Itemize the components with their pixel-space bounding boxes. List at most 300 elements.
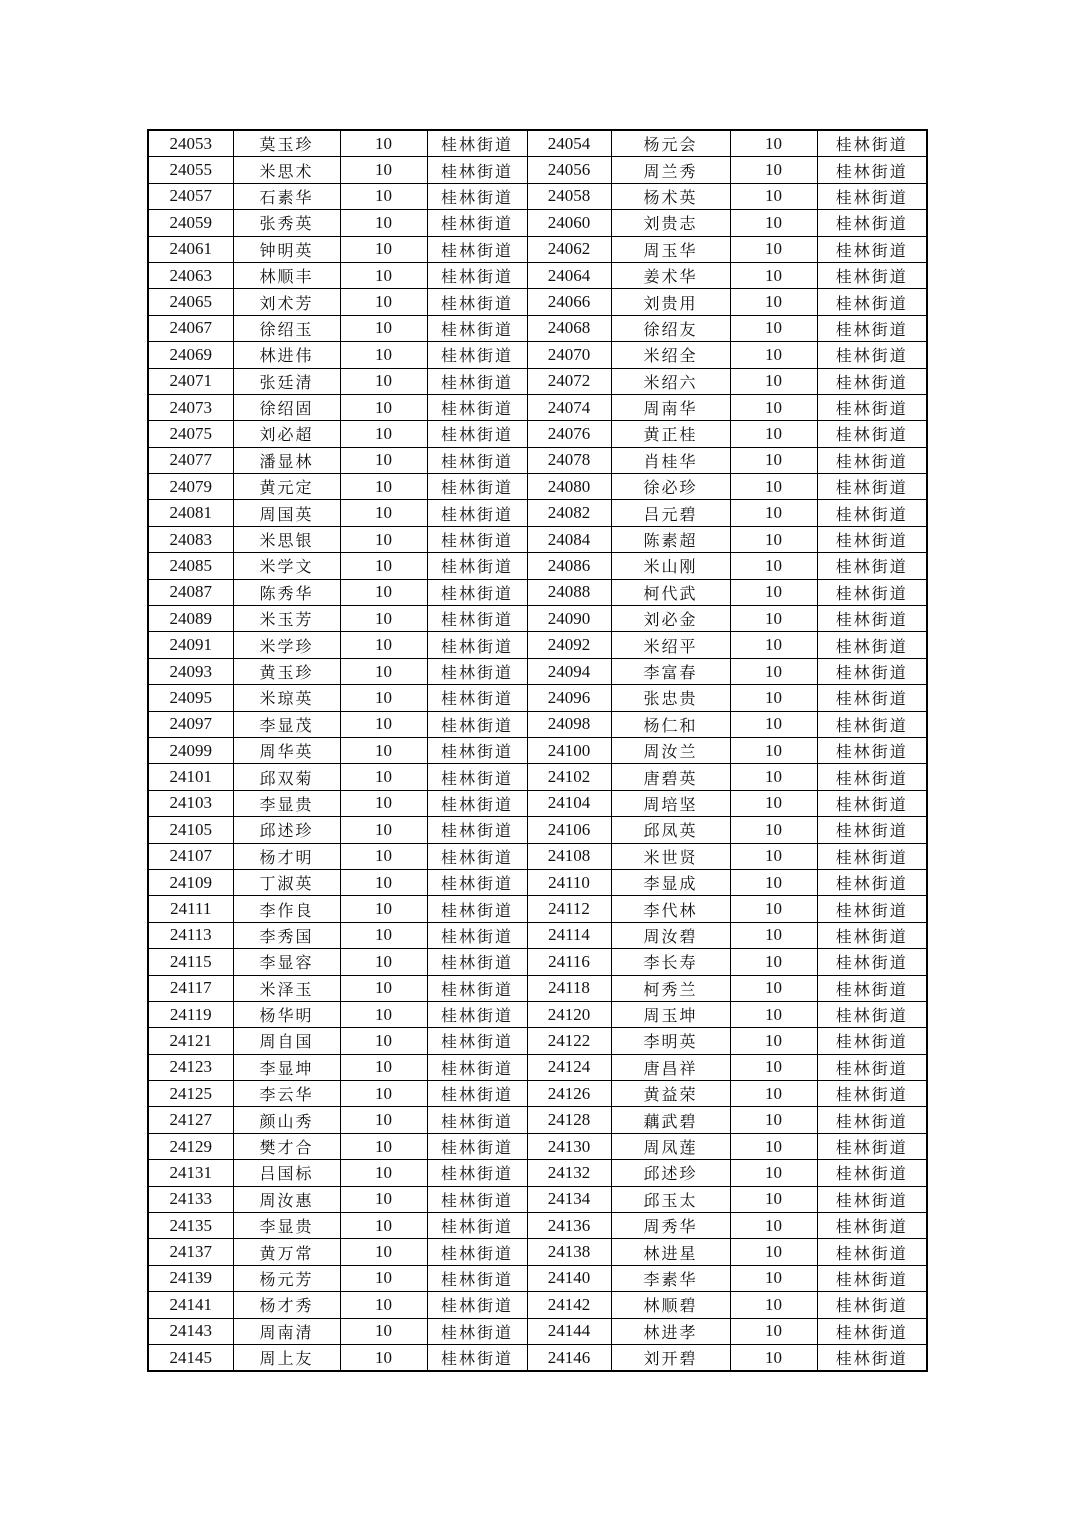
person-name-right: 刘贵用 [611,289,730,315]
street-right: 桂林街道 [817,579,927,605]
record-id-left: 24129 [148,1133,233,1159]
table-row [148,210,927,236]
amount-left: 10 [340,447,427,473]
amount-left: 10 [340,1133,427,1159]
amount-left: 10 [340,711,427,737]
street-left: 桂林街道 [427,896,527,922]
person-name-left: 张廷清 [233,368,340,394]
street-right: 桂林街道 [817,1028,927,1054]
street-left: 桂林街道 [427,869,527,895]
street-left: 桂林街道 [427,632,527,658]
record-id-right: 24098 [527,711,611,737]
street-right: 桂林街道 [817,1318,927,1344]
amount-left: 10 [340,183,427,209]
record-id-right: 24078 [527,447,611,473]
street-left: 桂林街道 [427,183,527,209]
street-left: 桂林街道 [427,579,527,605]
record-id-right: 24064 [527,262,611,288]
person-name-left: 杨华明 [233,1001,340,1027]
person-name-left: 刘必超 [233,421,340,447]
amount-right: 10 [730,922,817,948]
street-left: 桂林街道 [427,949,527,975]
record-id-right: 24126 [527,1081,611,1107]
table-body [148,130,927,1371]
street-left: 桂林街道 [427,289,527,315]
table-row [148,1028,927,1054]
table-row [148,949,927,975]
person-name-right: 周凤莲 [611,1133,730,1159]
amount-right: 10 [730,896,817,922]
record-id-right: 24086 [527,553,611,579]
amount-right: 10 [730,1001,817,1027]
table-row [148,1265,927,1291]
amount-right: 10 [730,262,817,288]
street-left: 桂林街道 [427,975,527,1001]
table-row [148,1107,927,1133]
amount-left: 10 [340,157,427,183]
street-left: 桂林街道 [427,394,527,420]
street-left: 桂林街道 [427,421,527,447]
record-id-right: 24066 [527,289,611,315]
amount-right: 10 [730,500,817,526]
person-name-right: 李代林 [611,896,730,922]
amount-right: 10 [730,157,817,183]
record-id-right: 24112 [527,896,611,922]
table-row [148,500,927,526]
person-name-left: 米思术 [233,157,340,183]
street-right: 桂林街道 [817,1239,927,1265]
street-left: 桂林街道 [427,1186,527,1212]
amount-left: 10 [340,526,427,552]
street-right: 桂林街道 [817,474,927,500]
person-name-left: 颜山秀 [233,1107,340,1133]
person-name-left: 陈秀华 [233,579,340,605]
record-id-left: 24057 [148,183,233,209]
person-name-right: 柯代武 [611,579,730,605]
street-left: 桂林街道 [427,790,527,816]
record-id-left: 24141 [148,1292,233,1318]
record-id-left: 24063 [148,262,233,288]
record-id-right: 24100 [527,737,611,763]
street-left: 桂林街道 [427,236,527,262]
person-name-left: 米琼英 [233,685,340,711]
table-row [148,447,927,473]
record-id-right: 24056 [527,157,611,183]
person-name-right: 陈素超 [611,526,730,552]
street-right: 桂林街道 [817,843,927,869]
record-id-right: 24142 [527,1292,611,1318]
person-name-left: 徐绍玉 [233,315,340,341]
amount-left: 10 [340,1344,427,1371]
person-name-right: 柯秀兰 [611,975,730,1001]
record-id-left: 24081 [148,500,233,526]
record-id-right: 24116 [527,949,611,975]
amount-right: 10 [730,737,817,763]
person-name-right: 姜术华 [611,262,730,288]
record-id-left: 24055 [148,157,233,183]
record-id-left: 24065 [148,289,233,315]
table-row [148,1344,927,1371]
record-id-right: 24124 [527,1054,611,1080]
record-id-left: 24089 [148,606,233,632]
amount-right: 10 [730,790,817,816]
amount-left: 10 [340,1001,427,1027]
street-right: 桂林街道 [817,1344,927,1371]
table-row [148,1133,927,1159]
person-name-right: 周兰秀 [611,157,730,183]
record-id-right: 24070 [527,342,611,368]
person-name-right: 张忠贵 [611,685,730,711]
person-name-right: 李素华 [611,1265,730,1291]
person-name-right: 林进孝 [611,1318,730,1344]
record-id-right: 24118 [527,975,611,1001]
table-row [148,764,927,790]
street-right: 桂林街道 [817,1160,927,1186]
amount-right: 10 [730,1107,817,1133]
person-name-left: 米思银 [233,526,340,552]
record-id-left: 24131 [148,1160,233,1186]
record-id-left: 24125 [148,1081,233,1107]
amount-left: 10 [340,500,427,526]
person-name-left: 李显茂 [233,711,340,737]
street-left: 桂林街道 [427,1344,527,1371]
record-id-right: 24096 [527,685,611,711]
amount-right: 10 [730,1213,817,1239]
amount-left: 10 [340,685,427,711]
person-name-left: 吕国标 [233,1160,340,1186]
street-left: 桂林街道 [427,764,527,790]
amount-right: 10 [730,949,817,975]
street-right: 桂林街道 [817,1292,927,1318]
street-right: 桂林街道 [817,869,927,895]
person-name-left: 石素华 [233,183,340,209]
amount-right: 10 [730,764,817,790]
person-name-left: 刘术芳 [233,289,340,315]
record-id-right: 24094 [527,658,611,684]
person-name-left: 张秀英 [233,210,340,236]
amount-left: 10 [340,1239,427,1265]
person-name-left: 米泽玉 [233,975,340,1001]
person-name-right: 李长寿 [611,949,730,975]
person-name-left: 邱双菊 [233,764,340,790]
amount-right: 10 [730,289,817,315]
amount-left: 10 [340,1054,427,1080]
record-id-left: 24115 [148,949,233,975]
amount-right: 10 [730,1265,817,1291]
person-name-right: 吕元碧 [611,500,730,526]
street-left: 桂林街道 [427,606,527,632]
table-row [148,1001,927,1027]
record-id-right: 24140 [527,1265,611,1291]
person-name-left: 周国英 [233,500,340,526]
street-right: 桂林街道 [817,500,927,526]
person-name-right: 杨元会 [611,130,730,157]
person-name-right: 米绍平 [611,632,730,658]
person-name-left: 潘显林 [233,447,340,473]
amount-right: 10 [730,843,817,869]
record-id-left: 24095 [148,685,233,711]
street-right: 桂林街道 [817,183,927,209]
street-right: 桂林街道 [817,1054,927,1080]
amount-left: 10 [340,1186,427,1212]
amount-left: 10 [340,289,427,315]
record-id-left: 24073 [148,394,233,420]
person-name-right: 刘必金 [611,606,730,632]
street-left: 桂林街道 [427,843,527,869]
amount-right: 10 [730,447,817,473]
street-left: 桂林街道 [427,1107,527,1133]
table-row [148,474,927,500]
amount-right: 10 [730,1186,817,1212]
record-id-right: 24058 [527,183,611,209]
amount-left: 10 [340,421,427,447]
record-id-right: 24060 [527,210,611,236]
person-name-right: 周南华 [611,394,730,420]
street-right: 桂林街道 [817,790,927,816]
table-row [148,130,927,157]
person-name-right: 周秀华 [611,1213,730,1239]
table-row [148,553,927,579]
street-right: 桂林街道 [817,262,927,288]
street-left: 桂林街道 [427,130,527,157]
amount-right: 10 [730,1292,817,1318]
street-right: 桂林街道 [817,236,927,262]
record-id-right: 24108 [527,843,611,869]
person-name-right: 黄益荣 [611,1081,730,1107]
record-id-left: 24085 [148,553,233,579]
person-name-right: 邱凤英 [611,817,730,843]
person-name-right: 肖桂华 [611,447,730,473]
table-row [148,394,927,420]
table-row [148,737,927,763]
street-left: 桂林街道 [427,1054,527,1080]
record-id-right: 24074 [527,394,611,420]
amount-right: 10 [730,130,817,157]
person-name-left: 杨元芳 [233,1265,340,1291]
person-name-right: 邱述珍 [611,1160,730,1186]
record-id-right: 24146 [527,1344,611,1371]
person-name-right: 周玉坤 [611,1001,730,1027]
person-name-right: 周培坚 [611,790,730,816]
amount-right: 10 [730,1133,817,1159]
amount-right: 10 [730,368,817,394]
amount-left: 10 [340,1213,427,1239]
table-row [148,289,927,315]
table-row [148,1160,927,1186]
table-row [148,1081,927,1107]
table-row [148,790,927,816]
person-name-left: 李云华 [233,1081,340,1107]
street-right: 桂林街道 [817,394,927,420]
record-id-right: 24132 [527,1160,611,1186]
table-row [148,526,927,552]
record-id-right: 24104 [527,790,611,816]
amount-left: 10 [340,737,427,763]
record-id-left: 24113 [148,922,233,948]
record-id-left: 24091 [148,632,233,658]
record-id-right: 24130 [527,1133,611,1159]
street-right: 桂林街道 [817,658,927,684]
record-id-left: 24145 [148,1344,233,1371]
amount-left: 10 [340,658,427,684]
street-right: 桂林街道 [817,289,927,315]
amount-left: 10 [340,896,427,922]
person-name-right: 林进星 [611,1239,730,1265]
street-left: 桂林街道 [427,737,527,763]
street-right: 桂林街道 [817,157,927,183]
record-id-left: 24127 [148,1107,233,1133]
amount-left: 10 [340,843,427,869]
street-left: 桂林街道 [427,342,527,368]
street-right: 桂林街道 [817,685,927,711]
table-row [148,1239,927,1265]
table-row [148,315,927,341]
street-right: 桂林街道 [817,1081,927,1107]
record-id-left: 24053 [148,130,233,157]
table-row [148,1213,927,1239]
table-row [148,1054,927,1080]
amount-right: 10 [730,210,817,236]
person-name-right: 杨仁和 [611,711,730,737]
record-id-left: 24075 [148,421,233,447]
record-id-left: 24139 [148,1265,233,1291]
street-right: 桂林街道 [817,1265,927,1291]
record-id-left: 24117 [148,975,233,1001]
person-name-left: 黄元定 [233,474,340,500]
amount-left: 10 [340,130,427,157]
person-name-right: 刘贵志 [611,210,730,236]
street-left: 桂林街道 [427,1081,527,1107]
record-id-right: 24084 [527,526,611,552]
person-name-left: 米学珍 [233,632,340,658]
amount-right: 10 [730,421,817,447]
street-right: 桂林街道 [817,526,927,552]
record-id-left: 24079 [148,474,233,500]
street-right: 桂林街道 [817,1186,927,1212]
table-row [148,421,927,447]
amount-left: 10 [340,315,427,341]
amount-right: 10 [730,869,817,895]
street-left: 桂林街道 [427,1001,527,1027]
record-id-right: 24114 [527,922,611,948]
amount-left: 10 [340,368,427,394]
street-left: 桂林街道 [427,315,527,341]
table-row [148,368,927,394]
amount-right: 10 [730,474,817,500]
amount-right: 10 [730,236,817,262]
amount-left: 10 [340,1318,427,1344]
table-row [148,685,927,711]
amount-right: 10 [730,526,817,552]
record-id-right: 24072 [527,368,611,394]
person-name-right: 黄正桂 [611,421,730,447]
table-row [148,606,927,632]
record-id-right: 24102 [527,764,611,790]
street-left: 桂林街道 [427,368,527,394]
amount-left: 10 [340,236,427,262]
table-row [148,711,927,737]
amount-right: 10 [730,1054,817,1080]
amount-right: 10 [730,1160,817,1186]
street-right: 桂林街道 [817,975,927,1001]
record-id-right: 24122 [527,1028,611,1054]
amount-right: 10 [730,315,817,341]
person-name-right: 徐必珍 [611,474,730,500]
street-right: 桂林街道 [817,606,927,632]
street-left: 桂林街道 [427,1213,527,1239]
amount-left: 10 [340,394,427,420]
street-left: 桂林街道 [427,685,527,711]
amount-left: 10 [340,1028,427,1054]
amount-left: 10 [340,922,427,948]
person-name-left: 樊才合 [233,1133,340,1159]
person-name-left: 周南清 [233,1318,340,1344]
person-name-left: 徐绍固 [233,394,340,420]
record-id-left: 24105 [148,817,233,843]
person-name-left: 米学文 [233,553,340,579]
amount-right: 10 [730,1028,817,1054]
person-name-right: 周汝碧 [611,922,730,948]
person-name-left: 李显坤 [233,1054,340,1080]
person-name-right: 邱玉太 [611,1186,730,1212]
street-right: 桂林街道 [817,553,927,579]
amount-right: 10 [730,1318,817,1344]
record-id-right: 24088 [527,579,611,605]
record-id-left: 24061 [148,236,233,262]
person-name-left: 周汝惠 [233,1186,340,1212]
street-right: 桂林街道 [817,368,927,394]
person-name-right: 徐绍友 [611,315,730,341]
amount-right: 10 [730,394,817,420]
amount-right: 10 [730,606,817,632]
table-row [148,922,927,948]
street-left: 桂林街道 [427,262,527,288]
record-id-left: 24083 [148,526,233,552]
street-right: 桂林街道 [817,737,927,763]
street-right: 桂林街道 [817,632,927,658]
person-name-right: 刘开碧 [611,1344,730,1371]
table-row [148,658,927,684]
person-name-right: 米绍六 [611,368,730,394]
person-name-right: 李明英 [611,1028,730,1054]
record-id-right: 24090 [527,606,611,632]
person-name-left: 杨才明 [233,843,340,869]
table-row [148,896,927,922]
street-left: 桂林街道 [427,553,527,579]
amount-right: 10 [730,183,817,209]
record-id-right: 24106 [527,817,611,843]
street-right: 桂林街道 [817,1001,927,1027]
amount-left: 10 [340,262,427,288]
person-name-right: 周汝兰 [611,737,730,763]
amount-right: 10 [730,817,817,843]
record-id-left: 24137 [148,1239,233,1265]
record-id-left: 24109 [148,869,233,895]
street-right: 桂林街道 [817,817,927,843]
person-name-right: 唐碧英 [611,764,730,790]
amount-left: 10 [340,817,427,843]
person-name-left: 丁淑英 [233,869,340,895]
person-name-left: 林进伟 [233,342,340,368]
record-id-right: 24136 [527,1213,611,1239]
table-row [148,1186,927,1212]
record-id-right: 24062 [527,236,611,262]
record-id-left: 24143 [148,1318,233,1344]
person-name-right: 李显成 [611,869,730,895]
street-left: 桂林街道 [427,474,527,500]
record-id-left: 24121 [148,1028,233,1054]
record-id-right: 24128 [527,1107,611,1133]
